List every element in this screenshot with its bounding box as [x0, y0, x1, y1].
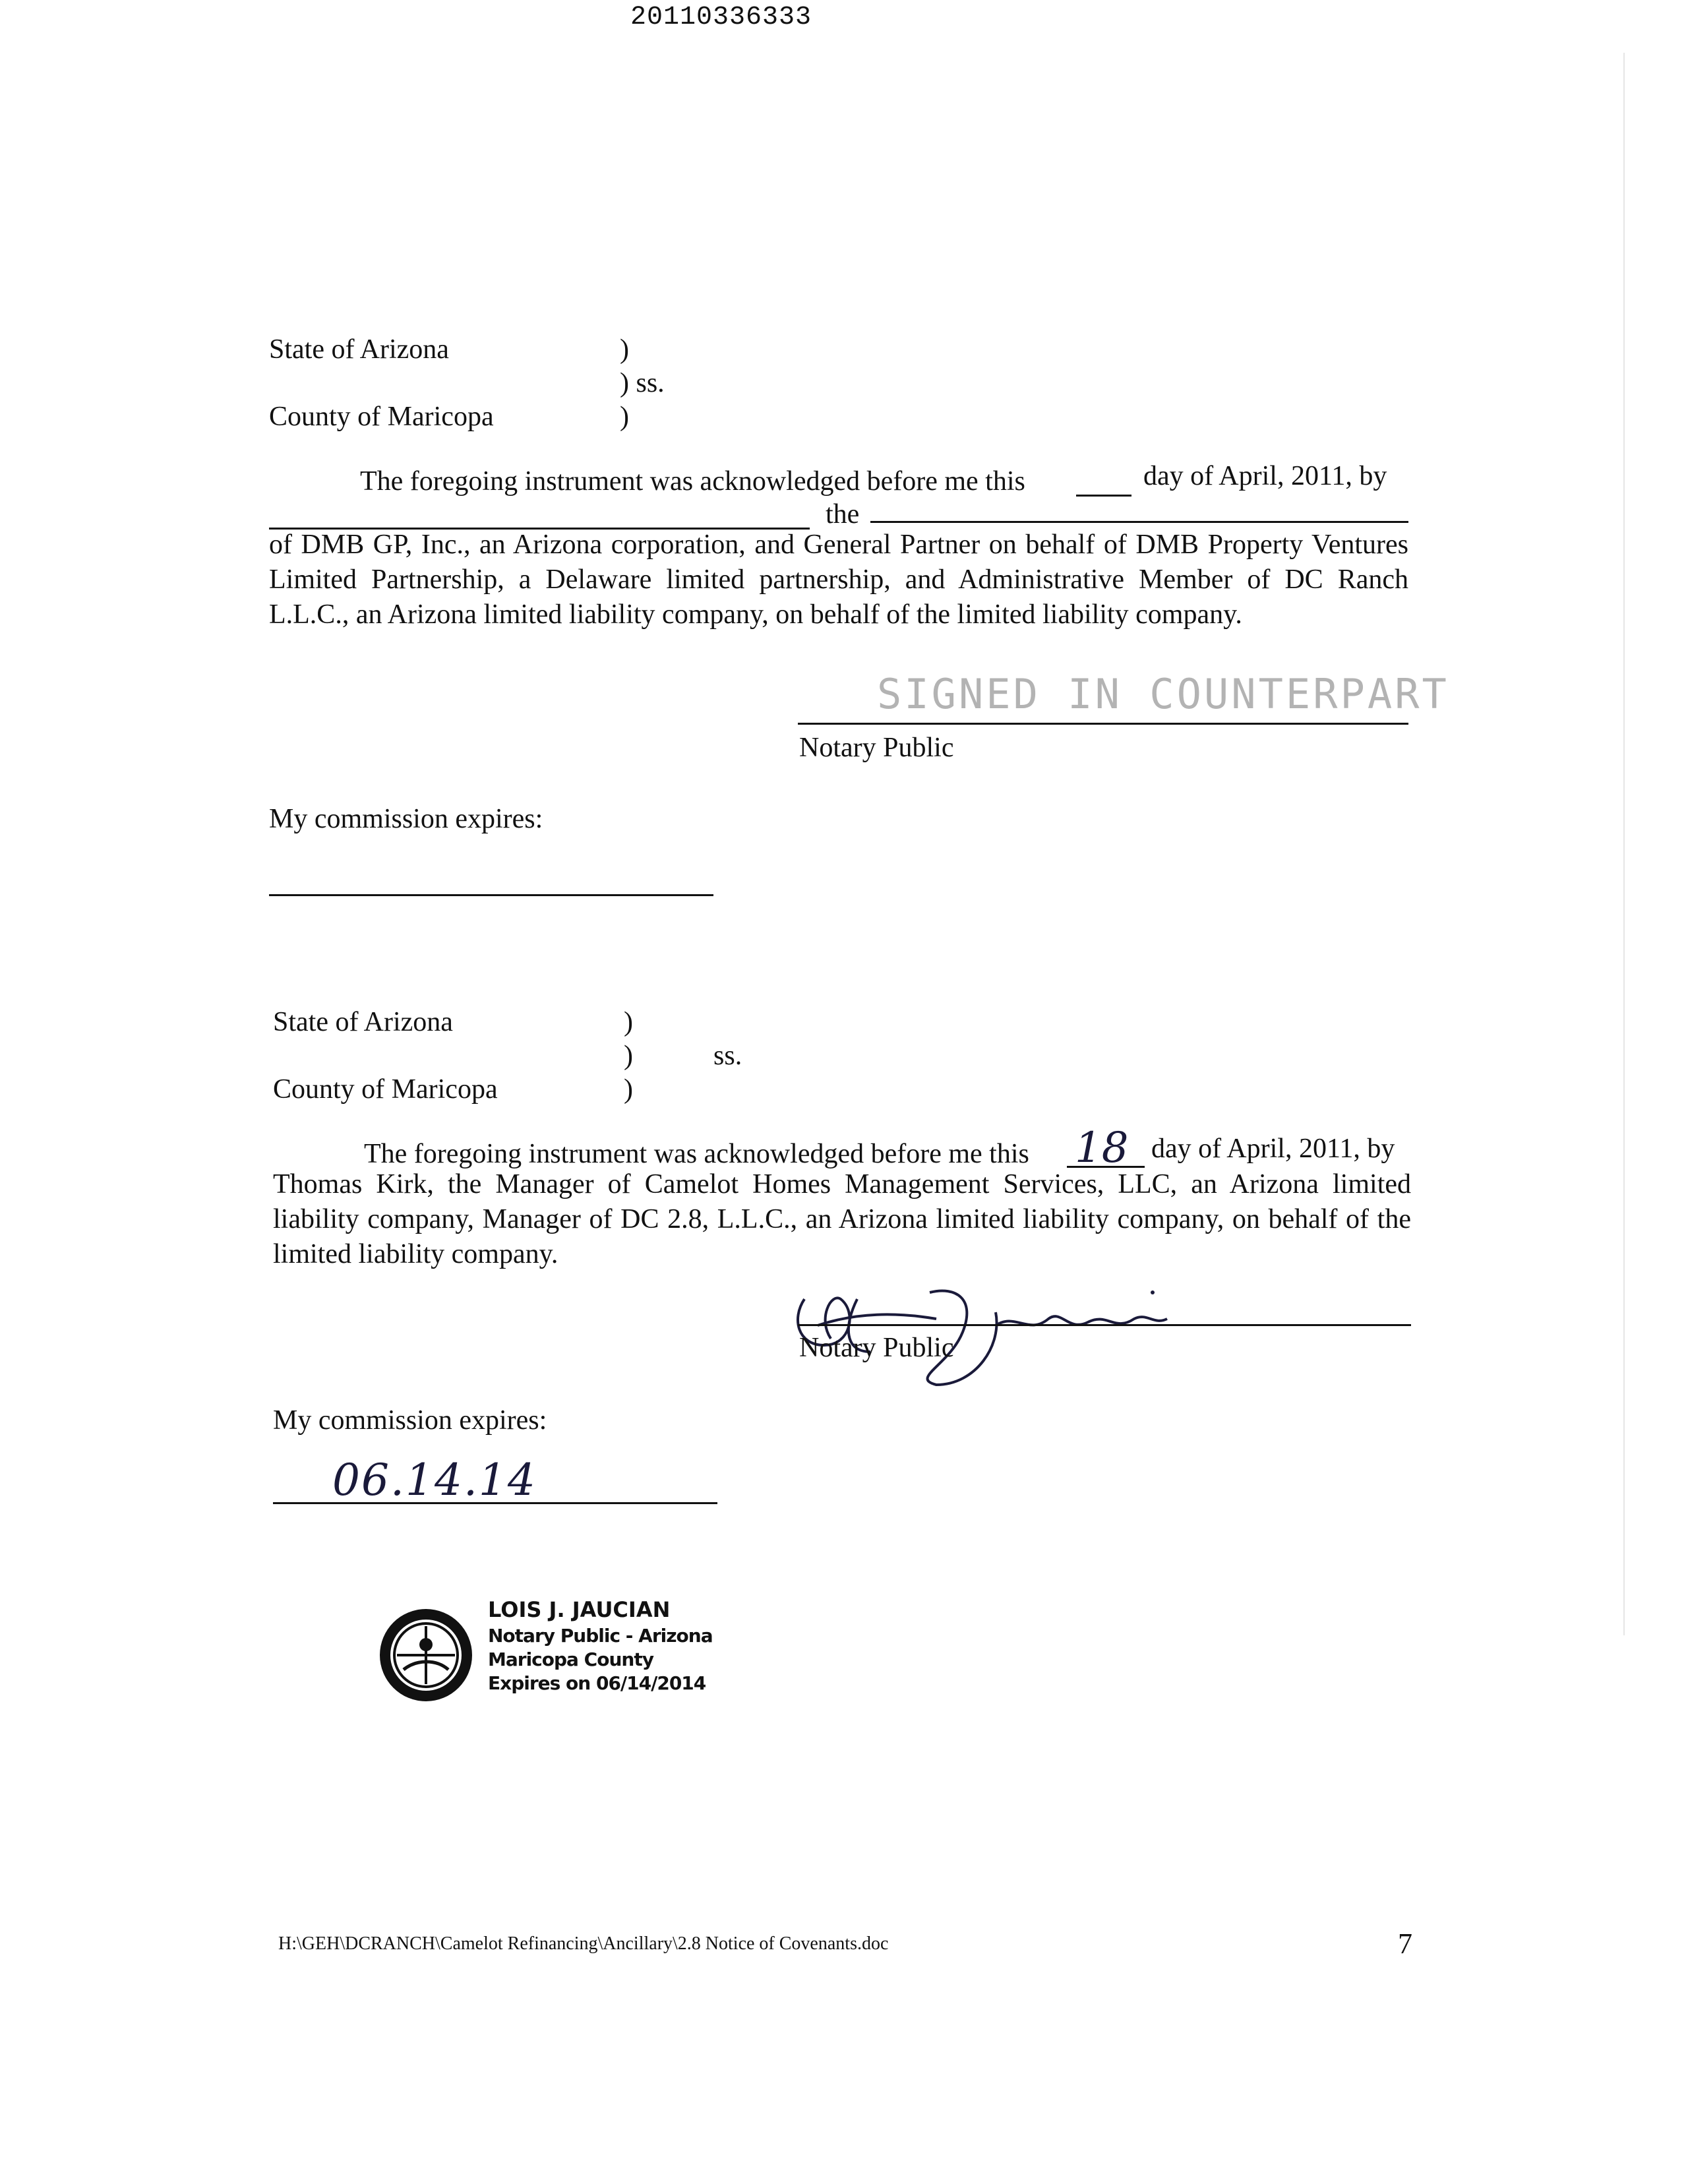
venue1-ss: ) ss. [620, 368, 665, 398]
venue2-state: State of Arizona [273, 1007, 453, 1037]
ack1-line1-end: day of April, 2011, by [1143, 461, 1387, 491]
ack1-body: of DMB GP, Inc., an Arizona corporation, and General Partner on behalf of DMB Property Ventures Limited Partnership, a Delaware limited partnership, and Administrative Member of DC Ranch L.L.C., an Arizona limited liability company, on behalf of the limited liability company. [269, 530, 1408, 630]
scan-edge-line [1623, 53, 1625, 1635]
venue1-paren-1: ) [620, 334, 629, 365]
notary-stamp-name: LOIS J. JAUCIAN [488, 1597, 671, 1622]
ack2-notary-label: Notary Public [799, 1333, 954, 1363]
footer-file-path: H:\GEH\DCRANCH\Camelot Refinancing\Ancillary\2.8 Notice of Covenants.doc [278, 1933, 889, 1954]
ack1-line1-start: The foregoing instrument was acknowledged before me this [360, 466, 1025, 497]
document-number: 20110336333 [630, 3, 812, 32]
ack2-commission-blank [273, 1502, 717, 1504]
ack2-commission-label: My commission expires: [273, 1405, 547, 1436]
ack1-the: the [826, 499, 860, 530]
venue2-paren-1: ) [624, 1007, 633, 1037]
signed-in-counterpart-stamp: SIGNED IN COUNTERPART [877, 670, 1449, 718]
page-number: 7 [1398, 1927, 1412, 1960]
ack2-notary-signature-line [798, 1324, 1411, 1326]
notary-stamp-county: Maricopa County [488, 1649, 653, 1670]
venue2-county: County of Maricopa [273, 1074, 498, 1105]
venue1-state: State of Arizona [269, 334, 449, 365]
ack2-line1-end: day of April, 2011, by [1151, 1134, 1395, 1164]
ack1-day-blank [1076, 495, 1131, 497]
venue1-paren-3: ) [620, 402, 629, 432]
venue1-county: County of Maricopa [269, 402, 494, 432]
ack2-body: Thomas Kirk, the Manager of Camelot Homes Management Services, LLC, an Arizona limited liability company, Manager of DC 2.8, L.L.C., an Arizona limited liability company, on behalf of the limited liability company. [273, 1169, 1411, 1269]
notary-seal-icon [377, 1606, 475, 1704]
ack1-title-blank [870, 521, 1408, 523]
ack1-commission-label: My commission expires: [269, 804, 543, 834]
venue2-paren-3: ) [624, 1074, 633, 1105]
notary-stamp-expires: Expires on 06/14/2014 [488, 1672, 706, 1694]
notary-stamp-title: Notary Public - Arizona [488, 1625, 713, 1647]
ack1-notary-label: Notary Public [799, 733, 954, 763]
ack2-commission-date: 06.14.14 [332, 1455, 537, 1505]
venue2-ss: ss. [713, 1041, 742, 1071]
ack1-commission-blank [269, 894, 713, 896]
venue2-paren-2: ) [624, 1041, 633, 1071]
ack2-day-handwritten: 18 [1075, 1124, 1129, 1172]
ack1-notary-signature-line [798, 723, 1408, 725]
ack2-line1-start: The foregoing instrument was acknowledged before me this [364, 1139, 1029, 1169]
